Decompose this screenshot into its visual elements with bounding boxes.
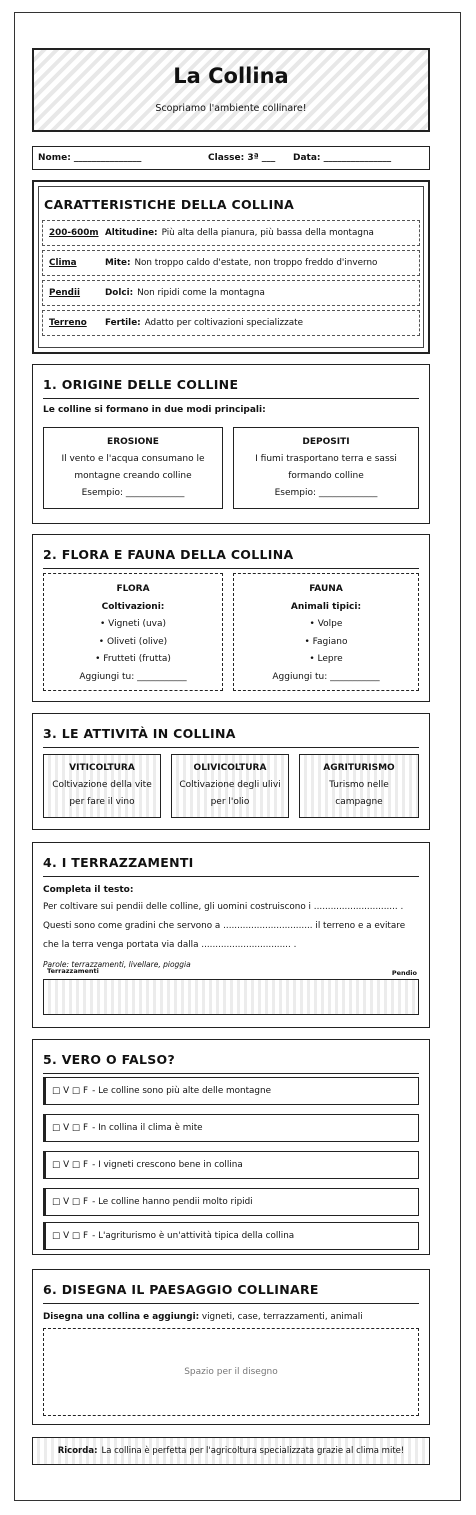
- statement-text: - Le colline hanno pendii molto ripidi: [92, 1197, 253, 1207]
- activity-card-agritourism: [299, 754, 419, 818]
- characteristics-title: CARATTERISTICHE DELLA COLLINA: [44, 197, 295, 212]
- activity-text: Coltivazione della vite: [52, 780, 152, 790]
- deposits-box: [233, 427, 419, 509]
- activities-section: [32, 713, 430, 830]
- true-false-item[interactable]: [43, 1222, 419, 1250]
- char-key: Pendii: [49, 288, 81, 298]
- activity-card-viticulture: [43, 754, 161, 818]
- origin-title: 1. ORIGINE DELLE COLLINE: [43, 377, 419, 399]
- terraces-word-bank: Parole: terrazzamenti, livellare, pioggia: [43, 960, 191, 969]
- erosion-text-1: Il vento e l'acqua consumano le: [61, 454, 205, 464]
- terraces-section: [32, 842, 430, 1028]
- flora-item: • Vigneti (uva): [99, 619, 167, 629]
- activity-text: campagne: [335, 797, 383, 807]
- deposits-text-2: formando colline: [288, 471, 364, 481]
- erosion-text-2: montagne creando colline: [74, 471, 192, 481]
- char-text: Adatto per coltivazioni specializzate: [144, 318, 304, 328]
- erosion-title: EROSIONE: [107, 437, 159, 447]
- flora-fauna-title: 2. FLORA E FAUNA DELLA COLLINA: [43, 547, 419, 569]
- terraces-label-right: Pendio: [391, 969, 417, 977]
- true-false-item[interactable]: [43, 1151, 419, 1179]
- true-false-item[interactable]: [43, 1077, 419, 1105]
- char-row-soil: [42, 310, 420, 336]
- activity-text: Turismo nelle: [329, 780, 389, 790]
- flora-item: • Oliveti (olive): [98, 636, 168, 647]
- char-label: Dolci:: [105, 288, 134, 298]
- flora-subtitle: Coltivazioni:: [101, 601, 165, 612]
- terraces-text-line-1[interactable]: Per coltivare sui pendii delle colline, gli uomini costruiscono i .............................. .: [43, 902, 404, 912]
- fauna-item: • Volpe: [309, 619, 343, 629]
- char-label: Altitudine:: [105, 228, 158, 238]
- flora-add-field[interactable]: Aggiungi tu: ___________: [79, 671, 187, 682]
- activity-title: VITICOLTURA: [69, 763, 135, 773]
- header-box: [32, 48, 430, 132]
- terraces-instruction: Completa il testo:: [43, 885, 134, 895]
- flora-title: FLORA: [116, 584, 150, 594]
- flora-box: [43, 573, 223, 691]
- fauna-item: • Lepre: [309, 654, 343, 664]
- erosion-box: [43, 427, 223, 509]
- origin-intro: Le colline si formano in due modi principali:: [43, 405, 266, 415]
- deposits-title: DEPOSITI: [302, 437, 350, 447]
- fauna-subtitle: Animali tipici:: [290, 601, 362, 612]
- reminder-box: [32, 1437, 430, 1465]
- char-text: Non ripidi come la montagna: [137, 288, 265, 298]
- char-key: 200-600m: [49, 228, 99, 238]
- activity-text: per l'olio: [210, 797, 250, 807]
- char-row-altitude: [42, 220, 420, 246]
- checkbox-true-false[interactable]: □ V □ F: [52, 1123, 89, 1133]
- page-title: La Collina: [173, 64, 289, 88]
- drawing-section: [32, 1269, 430, 1425]
- statement-text: - Le colline sono più alte delle montagne: [92, 1086, 271, 1096]
- char-key: Clima: [49, 258, 77, 268]
- fauna-item: • Fagiano: [304, 636, 348, 647]
- activity-card-oliviculture: [171, 754, 289, 818]
- char-key: Terreno: [49, 318, 87, 328]
- drawing-area[interactable]: [43, 1328, 419, 1416]
- drawing-instruction-text: vigneti, case, terrazzamenti, animali: [201, 1312, 363, 1322]
- char-label: Fertile:: [105, 318, 141, 328]
- char-text: Non troppo caldo d'estate, non troppo freddo d'inverno: [134, 258, 378, 268]
- deposits-example[interactable]: Esempio: _____________: [274, 488, 378, 498]
- activity-text: per fare il vino: [69, 797, 135, 807]
- statement-text: - L'agriturismo è un'attività tipica della collina: [92, 1231, 295, 1241]
- info-bar: [32, 146, 430, 170]
- data-field[interactable]: Data: _______________: [293, 153, 392, 163]
- terraces-label-left: Terrazzamenti: [47, 967, 99, 975]
- true-false-section: [32, 1039, 430, 1255]
- statement-text: - I vigneti crescono bene in collina: [92, 1160, 243, 1170]
- characteristics-section: [32, 180, 430, 354]
- checkbox-true-false[interactable]: □ V □ F: [52, 1197, 89, 1207]
- deposits-text-1: I fiumi trasportano terra e sassi: [255, 454, 397, 464]
- fauna-add-field[interactable]: Aggiungi tu: ___________: [272, 671, 380, 682]
- activity-title: AGRITURISMO: [323, 763, 395, 773]
- activity-text: Coltivazione degli ulivi: [179, 780, 281, 790]
- nome-field[interactable]: Nome: _______________: [38, 153, 142, 163]
- reminder-label: Ricorda:: [57, 1446, 98, 1456]
- drawing-instruction: [43, 1312, 363, 1322]
- true-false-item[interactable]: [43, 1188, 419, 1216]
- terraces-diagram: [43, 979, 419, 1015]
- true-false-title: 5. VERO O FALSO?: [43, 1052, 419, 1074]
- flora-fauna-section: [32, 534, 430, 702]
- erosion-example[interactable]: Esempio: _____________: [81, 488, 185, 498]
- drawing-instruction-bold: Disegna una collina e aggiungi:: [43, 1312, 200, 1322]
- terraces-text-line-3[interactable]: che la terra venga portata via dalla ................................ .: [43, 940, 297, 950]
- true-false-item[interactable]: [43, 1114, 419, 1142]
- origin-section: [32, 364, 430, 524]
- checkbox-true-false[interactable]: □ V □ F: [52, 1160, 89, 1170]
- char-text: Più alta della pianura, più bassa della montagna: [161, 228, 374, 238]
- drawing-placeholder: Spazio per il disegno: [184, 1367, 278, 1377]
- page-subtitle: Scopriamo l'ambiente collinare!: [155, 103, 307, 114]
- drawing-title: 6. DISEGNA IL PAESAGGIO COLLINARE: [43, 1282, 419, 1304]
- fauna-box: [233, 573, 419, 691]
- statement-text: - In collina il clima è mite: [92, 1123, 203, 1133]
- activity-title: OLIVICOLTURA: [193, 763, 267, 773]
- fauna-title: FAUNA: [309, 584, 343, 594]
- checkbox-true-false[interactable]: □ V □ F: [52, 1231, 89, 1241]
- reminder-text: La collina è perfetta per l'agricoltura specializzata grazie al clima mite!: [101, 1446, 405, 1456]
- activities-title: 3. LE ATTIVITÀ IN COLLINA: [43, 726, 419, 748]
- char-row-slopes: [42, 280, 420, 306]
- terraces-text-line-2[interactable]: Questi sono come gradini che servono a ................................ il terreno e a evitare: [43, 921, 406, 931]
- terraces-title: 4. I TERRAZZAMENTI: [43, 855, 419, 877]
- char-row-climate: [42, 250, 420, 276]
- classe-field[interactable]: Classe: 3ª ___: [208, 153, 276, 163]
- checkbox-true-false[interactable]: □ V □ F: [52, 1086, 89, 1096]
- flora-item: • Frutteti (frutta): [95, 654, 171, 664]
- char-label: Mite:: [105, 258, 131, 268]
